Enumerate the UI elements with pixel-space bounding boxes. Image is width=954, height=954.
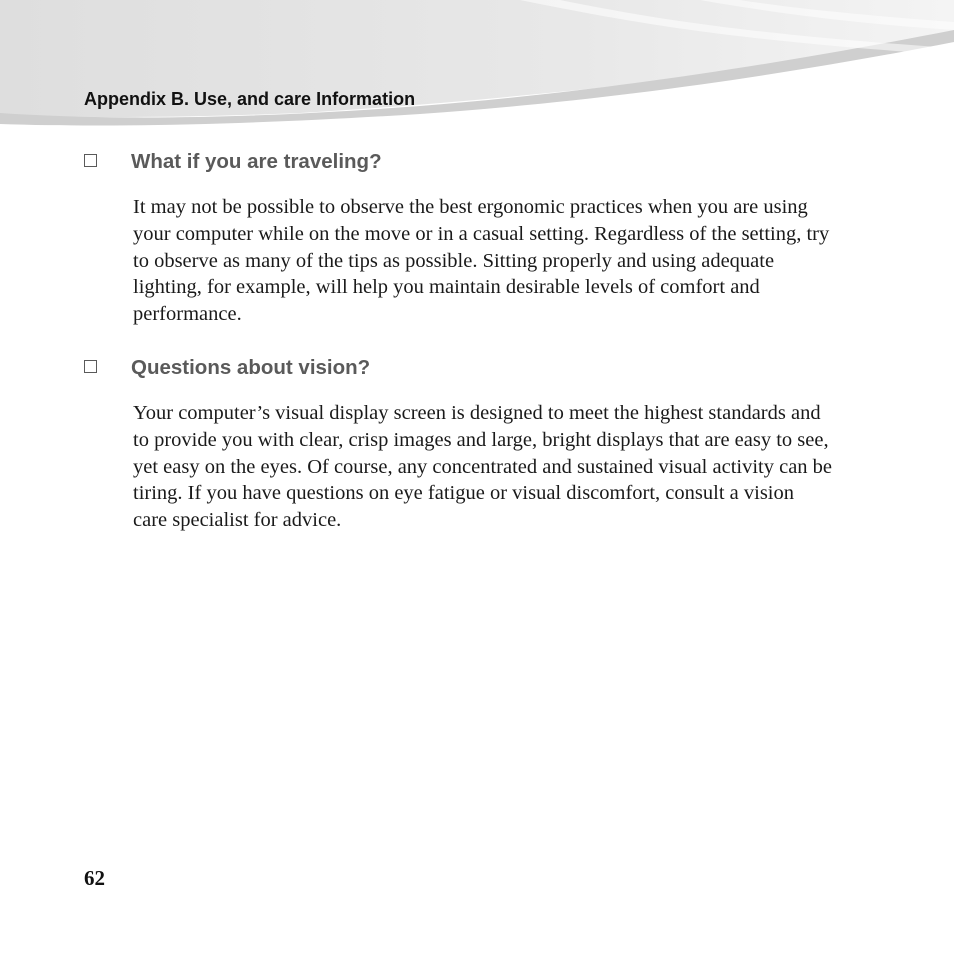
square-bullet-icon	[84, 154, 97, 167]
paragraph-traveling: It may not be possible to observe the best ergonomic practices when you are using your computer while on the move or in a casual setting. Regardless of the setting, try to observe as many of the tips as possible. Sitting properly and using adequate lighting, for example, will help you maintain desirable levels of comfort and performance.	[133, 196, 830, 326]
section-heading-text: Questions about vision?	[131, 356, 371, 379]
square-bullet-icon	[84, 360, 97, 373]
paragraph-vision: Your computer’s visual display screen is designed to meet the highest standards and to provide you with clear, crisp images and large, bright displays that are easy to see, yet easy on the eyes. Of course, any concentrated and sustained visual activity can be tiring. If you have questions on eye fatigue or visual discomfort, consult a vision care specialist for advice.	[133, 402, 833, 532]
section-heading-text: What if you are traveling?	[131, 150, 382, 173]
page-number: 62	[84, 866, 105, 890]
section-heading-vision	[84, 356, 370, 380]
running-header: Appendix B. Use, and care Information	[84, 89, 416, 109]
section-heading-traveling	[84, 150, 382, 174]
header-decorative-band	[0, 0, 954, 135]
